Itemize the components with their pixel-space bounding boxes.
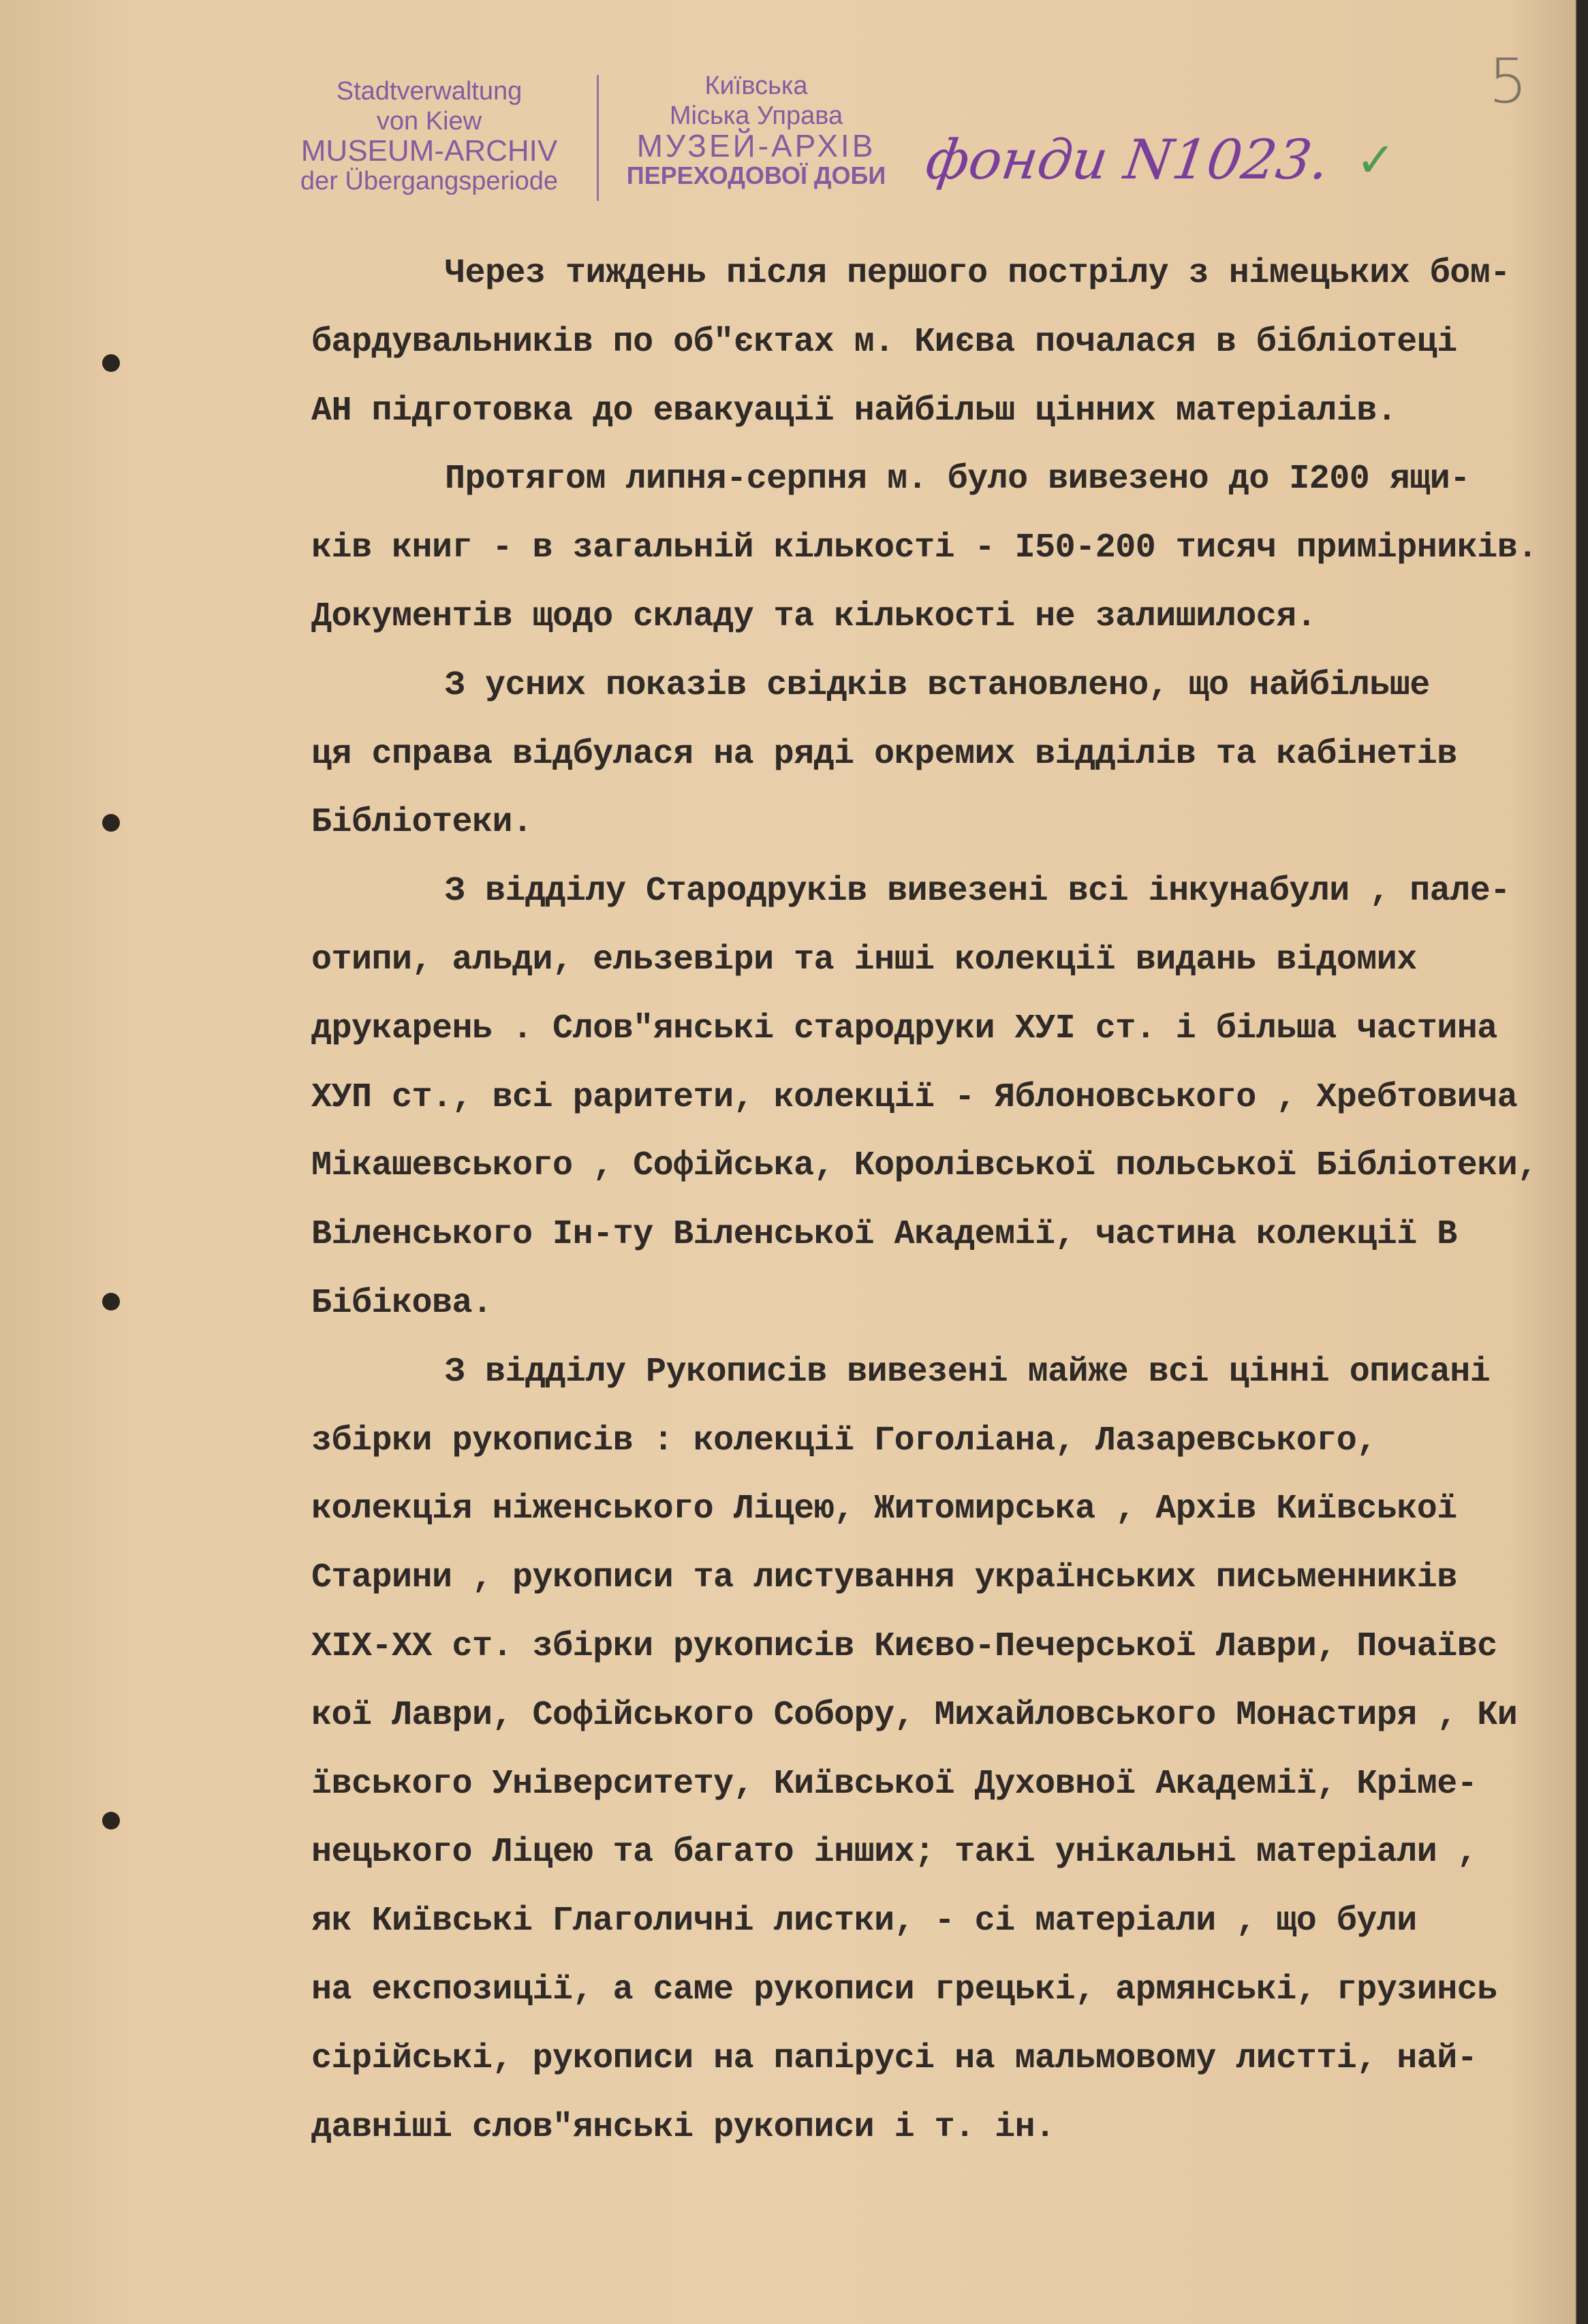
check-mark-icon: ✓ xyxy=(1356,132,1396,188)
punch-hole xyxy=(102,1812,120,1830)
text-line: Бібліотеки. xyxy=(311,803,533,843)
text-line: ХУП ст., всі раритети, колекції - Яблоновського , Хребтовича xyxy=(311,1078,1518,1117)
stamp-line: Міська Управа xyxy=(669,101,843,130)
text-line: на експозиції, а саме рукописи грецькі, армянські, грузинсь xyxy=(311,1970,1497,2009)
handwritten-fond-number: фонди N1023. xyxy=(922,128,1333,191)
text-line: друкарень . Слов"янські стародруки ХУІ ст. і більша частина xyxy=(311,1009,1497,1048)
text-line: Мікашевського , Софійська, Королівської польської Бібліотеки, xyxy=(311,1146,1538,1186)
text-line: як Київські Глаголичні листки, - сі матеріали , що були xyxy=(311,1902,1417,1941)
punch-hole xyxy=(102,1293,120,1310)
stamp-line: von Kiew xyxy=(376,107,482,136)
archive-stamp-ukrainian xyxy=(613,71,899,191)
text-line: отипи, альди, ельзевіри та інші колекції видань відомих xyxy=(311,940,1417,979)
text-line: З відділу Рукописів вивезені майже всі цінні описані xyxy=(445,1352,1491,1392)
text-line: ця справа відбулася на ряді окремих відділів та кабінетів xyxy=(311,734,1457,774)
stamp-line: Stadtverwaltung xyxy=(336,77,523,106)
text-line: бардувальників по об"єктах м. Києва почалася в бібліотеці xyxy=(311,322,1457,362)
text-line: АН підготовка до евакуації найбільш цінних матеріалів. xyxy=(311,391,1397,430)
text-line: Бібікова. xyxy=(311,1283,493,1323)
punch-hole xyxy=(102,354,120,372)
text-line: З усних показів свідків встановлено, що найбільше xyxy=(445,665,1430,705)
text-line: сірійські, рукописи на папірусі на мальмовому листті, най- xyxy=(311,2039,1478,2078)
text-line: нецького Ліцею та багато інших; такі унікальні матеріали , xyxy=(311,1833,1478,1872)
text-line: ївського Університету, Київської Духовної Академії, Кріме- xyxy=(311,1764,1478,1804)
text-line: Протягом липня-серпня м. було вивезено до І200 ящи- xyxy=(445,460,1470,499)
text-line: Віленського Ін-ту Віленської Академії, частина колекції В xyxy=(311,1215,1457,1255)
handwritten-annotation xyxy=(922,123,1396,198)
text-line: ків книг - в загальній кількості - І50-200 тисяч примірників. xyxy=(311,529,1538,568)
stamp-divider xyxy=(597,75,599,201)
text-line: ХІХ-ХХ ст. збірки рукописів Києво-Печерської Лаври, Почаївс xyxy=(311,1627,1497,1666)
text-line: Старини , рукописи та листування українських письменників xyxy=(311,1558,1457,1598)
text-line: колекція ніженського Ліцею, Житомирська , Архів Київської xyxy=(311,1490,1457,1529)
stamp-line: der Übergangsperiode xyxy=(300,167,559,195)
stamp-line: МУЗЕЙ-АРХІВ xyxy=(636,128,876,163)
stamp-line: MUSEUM-ARCHIV xyxy=(300,134,558,168)
punch-hole xyxy=(102,814,120,832)
archive-stamp-german xyxy=(300,76,559,196)
text-line: давніші слов"янські рукописи і т. ін. xyxy=(311,2107,1055,2147)
text-line: З відділу Стародруків вивезені всі інкунабули , пале- xyxy=(445,872,1510,911)
text-line: збірки рукописів : колекції Гоголіана, Лазаревського, xyxy=(311,1421,1377,1460)
stamp-line: ПЕРЕХОДОВОЇ ДОБИ xyxy=(626,161,886,189)
stamp-line: Київська xyxy=(704,72,808,100)
typewritten-body xyxy=(311,240,1572,2162)
text-line: Через тиждень після першого пострілу з німецьких бом- xyxy=(445,254,1510,293)
text-line: кої Лаври, Софійського Собору, Михайловського Монастиря , Ки xyxy=(311,1695,1518,1735)
text-line: Документів щодо складу та кількості не залишилося. xyxy=(311,597,1317,636)
page-number: 5 xyxy=(1489,46,1528,117)
